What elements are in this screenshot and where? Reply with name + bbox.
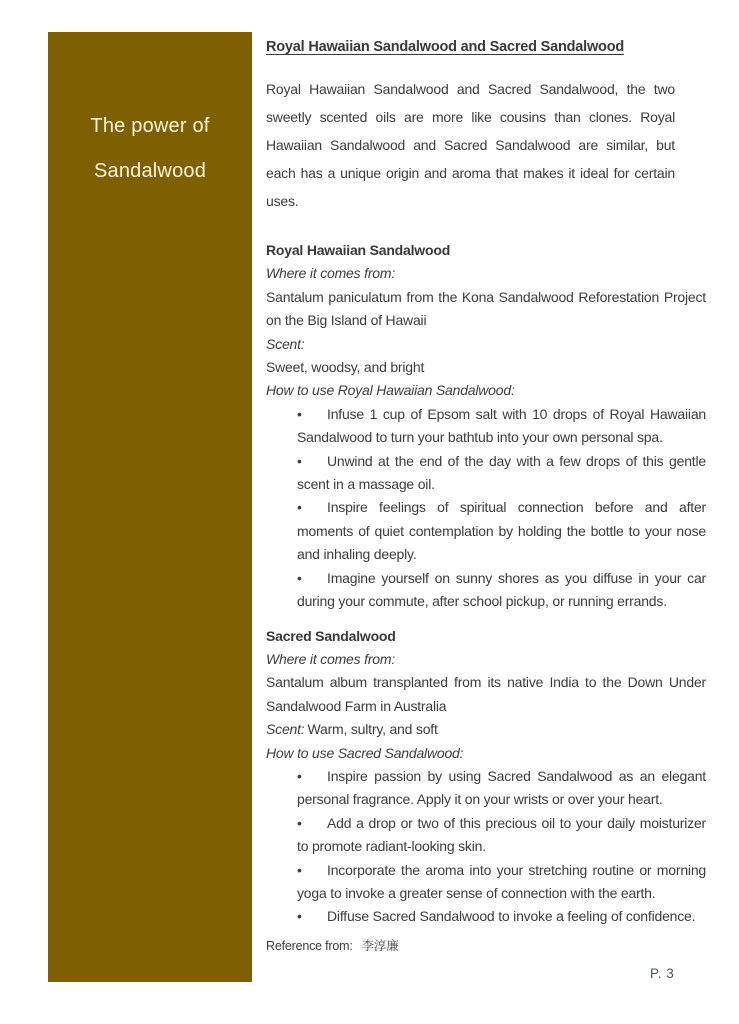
origin-text: Santalum paniculatum from the Kona Sandalwood Reforestation Project on the Big Island of Hawaii bbox=[266, 288, 706, 329]
sidebar-title-line2: Sandalwood bbox=[93, 160, 207, 182]
bullet-item bbox=[297, 859, 706, 906]
reference-label: Reference from: bbox=[266, 938, 353, 953]
bullet-item bbox=[297, 905, 706, 928]
bullet-item bbox=[297, 765, 706, 812]
article-content bbox=[266, 36, 706, 956]
bullet-item bbox=[297, 403, 706, 450]
bullet-item bbox=[297, 496, 706, 566]
scent-text: Warm, sultry, and soft bbox=[307, 721, 438, 738]
bullet-icon: • bbox=[297, 908, 302, 925]
bullet-icon: • bbox=[297, 767, 302, 784]
sidebar-panel bbox=[48, 32, 252, 982]
bullet-item bbox=[297, 450, 706, 497]
bullet-text: Incorporate the aroma into your stretching routine or morning yoga to invoke a greater sense of connection with the earth. bbox=[297, 861, 706, 901]
bullet-text: Inspire passion by using Sacred Sandalwood as an elegant personal fragrance. Apply it on your wrists or over your heart. bbox=[297, 767, 706, 808]
section-heading: Sacred Sandalwood bbox=[266, 627, 396, 644]
section-heading: Royal Hawaiian Sandalwood bbox=[266, 242, 451, 258]
scent-line bbox=[266, 718, 706, 741]
article-title: Royal Hawaiian Sandalwood and Sacred Sandalwood bbox=[266, 39, 625, 55]
page-number: P. 3 bbox=[650, 966, 675, 981]
bullet-icon: • bbox=[297, 452, 302, 469]
bullet-item bbox=[297, 567, 706, 614]
bullet-icon: • bbox=[297, 499, 302, 516]
howto-label: How to use Royal Hawaiian Sandalwood: bbox=[266, 382, 515, 399]
section-royal-hawaiian bbox=[266, 239, 706, 614]
bullet-icon: • bbox=[297, 861, 302, 878]
scent-label: Scent: bbox=[266, 721, 305, 738]
bullet-text: Unwind at the end of the day with a few drops of this gentle scent in a massage oil. bbox=[297, 452, 706, 493]
origin-label: Where it comes from: bbox=[266, 650, 396, 667]
bullet-text: Infuse 1 cup of Epsom salt with 10 drops of Royal Hawaiian Sandalwood to turn your bathtub into your own personal spa. bbox=[297, 405, 706, 446]
bullet-text: Diffuse Sacred Sandalwood to invoke a feeling of confidence. bbox=[327, 908, 696, 925]
sidebar-title bbox=[48, 104, 252, 194]
howto-label: How to use Sacred Sandalwood: bbox=[266, 744, 464, 761]
bullet-text: Inspire feelings of spiritual connection before and after moments of quiet contemplation by holding the bottle to your nose and inhaling deeply. bbox=[297, 499, 706, 563]
reference-line bbox=[266, 937, 706, 956]
scent-text: Sweet, woodsy, and bright bbox=[266, 359, 425, 376]
sidebar-title-line1: The power of bbox=[90, 115, 210, 137]
origin-label: Where it comes from: bbox=[266, 265, 396, 282]
bullet-text: Add a drop or two of this precious oil to your daily moisturizer to promote radiant-looking skin. bbox=[297, 814, 706, 855]
bullet-icon: • bbox=[297, 569, 302, 586]
bullet-text: Imagine yourself on sunny shores as you diffuse in your car during your commute, after school pickup, or running errands. bbox=[297, 569, 706, 610]
bullet-icon: • bbox=[297, 405, 302, 422]
bullet-icon: • bbox=[297, 814, 302, 831]
section-sacred bbox=[266, 625, 706, 929]
reference-name: 李淳廉 bbox=[361, 938, 399, 953]
intro-paragraph: Royal Hawaiian Sandalwood and Sacred Sandalwood, the two sweetly scented oils are more like cousins than clones. Royal Hawaiian Sandalwood and Sacred Sandalwood are similar, but each has a unique origin and aroma that makes it ideal for certain uses. bbox=[266, 81, 675, 209]
origin-text: Santalum album transplanted from its native India to the Down Under Sandalwood Farm in Australia bbox=[266, 674, 706, 714]
bullet-item bbox=[297, 812, 706, 859]
scent-label: Scent: bbox=[266, 335, 305, 352]
